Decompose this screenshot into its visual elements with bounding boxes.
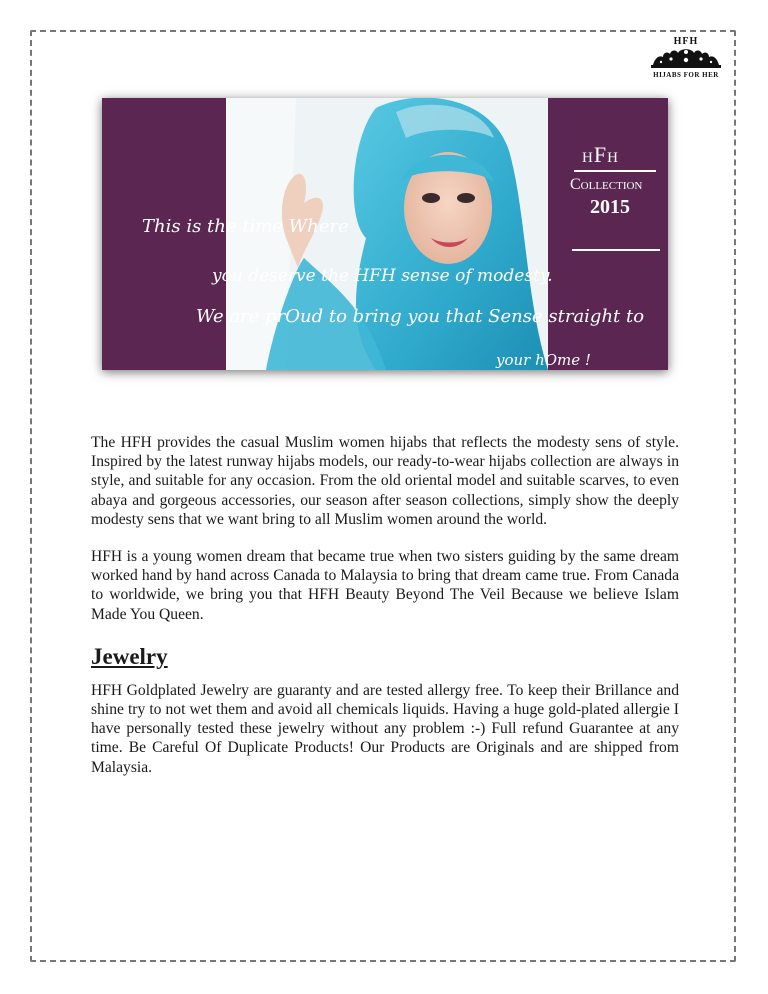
- collection-banner: [102, 98, 668, 370]
- logo-title: HFH: [673, 36, 699, 47]
- tagline-line-1: This is the time Where: [142, 216, 349, 237]
- brand-name: hFh: [582, 142, 619, 167]
- logo-subtitle: HIJABS FOR HER: [653, 71, 719, 79]
- tagline-line-3: We are prOud to bring you that Sense straight to: [196, 306, 645, 327]
- story-paragraph: HFH is a young women dream that became true when two sisters guiding by the same dream worked hand by hand across Canada to Malaysia to bring that dream came true. From Canada to worldwide, we bring you that HFH Beauty Beyond The Veil Because we believe Islam Made You Queen.: [91, 548, 679, 623]
- tagline-line-2: you deserve the HFH sense of modesty.: [212, 266, 553, 286]
- brand-logo: [646, 36, 726, 92]
- intro-paragraph: The HFH provides the casual Muslim women hijabs that reflects the modesty sens of style. Inspired by the latest runway hijabs models, our ready-to-wear hijabs collection are always in style, and suitable for any occasion. From the old oriental model and suitable scarves, to even abaya and gorgeous accessories, our season after season collections, simply show the deeply modesty sens that we want bring to all Muslim women around the world.: [91, 434, 679, 528]
- brand-divider-top: [574, 170, 656, 172]
- tagline-line-4: your hOme !: [496, 351, 591, 369]
- collection-year: 2015: [590, 196, 630, 218]
- main-content: [91, 433, 679, 777]
- collection-label: Collection: [570, 176, 643, 193]
- brand-block: [568, 142, 664, 251]
- crown-icon: [649, 48, 723, 70]
- brand-divider-bottom: [572, 249, 660, 251]
- jewelry-paragraph: HFH Goldplated Jewelry are guaranty and are tested allergy free. To keep their Brillance and shine try to not wet them and avoid all chemicals liquids. Having a huge gold-plated allergie I have personally tested these jewelry without any problem :-) Full refund Guarantee at any time. Be Careful Of Duplicate Products! Our Products are Originals and are shipped from Malaysia.: [91, 681, 679, 776]
- jewelry-heading: Jewelry: [91, 643, 168, 669]
